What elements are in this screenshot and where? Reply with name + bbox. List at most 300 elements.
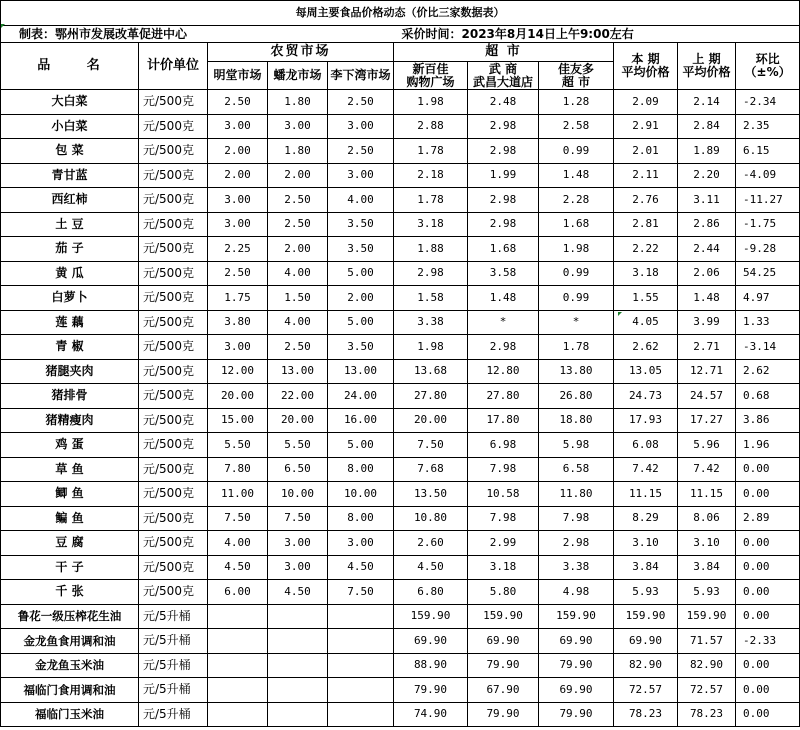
price-prev: 7.42 (678, 457, 736, 482)
item-name: 猪腿夹肉 (1, 359, 139, 384)
table-row (1, 457, 800, 482)
price-s2: 2.99 (468, 531, 539, 556)
price-s1: 3.18 (394, 212, 468, 237)
table-row (1, 212, 800, 237)
price-cur: 2.62 (614, 335, 678, 360)
item-unit: 元/500克 (139, 163, 208, 188)
table-row (1, 408, 800, 433)
price-cur: 82.90 (614, 653, 678, 678)
cell-comment-marker-2 (618, 312, 622, 316)
item-name: 西红柿 (1, 188, 139, 213)
price-change: -2.34 (736, 90, 800, 115)
price-cur: 11.15 (614, 482, 678, 507)
price-m3: 3.00 (328, 163, 394, 188)
price-s3: 0.99 (539, 261, 614, 286)
price-s2: 1.48 (468, 286, 539, 311)
price-m2: 13.00 (268, 359, 328, 384)
price-m3: 3.00 (328, 114, 394, 139)
price-s2: 2.98 (468, 114, 539, 139)
price-m2-empty (268, 678, 328, 703)
price-change: 0.00 (736, 482, 800, 507)
price-m2: 3.00 (268, 555, 328, 580)
price-prev: 72.57 (678, 678, 736, 703)
price-prev: 11.15 (678, 482, 736, 507)
price-m1: 3.00 (208, 212, 268, 237)
price-s1: 13.68 (394, 359, 468, 384)
price-cur: 2.81 (614, 212, 678, 237)
price-cur: 2.01 (614, 139, 678, 164)
price-m2: 1.50 (268, 286, 328, 311)
price-m1: 2.50 (208, 261, 268, 286)
table-row (1, 139, 800, 164)
item-name: 茄 子 (1, 237, 139, 262)
price-change: 0.00 (736, 531, 800, 556)
price-s1: 2.60 (394, 531, 468, 556)
price-m3: 2.50 (328, 139, 394, 164)
price-m2: 1.80 (268, 139, 328, 164)
price-change: 0.00 (736, 678, 800, 703)
price-s3: 13.80 (539, 359, 614, 384)
price-s2: 5.80 (468, 580, 539, 605)
price-m1: 1.75 (208, 286, 268, 311)
item-name: 青甘蓝 (1, 163, 139, 188)
item-unit: 元/5升桶 (139, 653, 208, 678)
price-m3: 5.00 (328, 310, 394, 335)
price-cur: 72.57 (614, 678, 678, 703)
item-unit: 元/500克 (139, 457, 208, 482)
item-name: 草 鱼 (1, 457, 139, 482)
price-s3: 1.28 (539, 90, 614, 115)
price-s2: 79.90 (468, 702, 539, 727)
price-m2: 5.50 (268, 433, 328, 458)
table-row (1, 286, 800, 311)
price-change: 0.00 (736, 457, 800, 482)
price-m1: 4.50 (208, 555, 268, 580)
price-cur: 69.90 (614, 629, 678, 654)
price-s1: 13.50 (394, 482, 468, 507)
price-s1: 2.88 (394, 114, 468, 139)
price-m1: 2.00 (208, 139, 268, 164)
price-s1: 159.90 (394, 604, 468, 629)
price-change: 0.00 (736, 653, 800, 678)
price-cur: 2.11 (614, 163, 678, 188)
header-store-1-line1: 新百佳 (412, 61, 449, 76)
price-cur: 2.22 (614, 237, 678, 262)
price-s1: 69.90 (394, 629, 468, 654)
price-s3: 159.90 (539, 604, 614, 629)
item-name: 包 菜 (1, 139, 139, 164)
price-s1: 4.50 (394, 555, 468, 580)
price-m1-empty (208, 629, 268, 654)
price-s2: 2.98 (468, 335, 539, 360)
price-change: 0.00 (736, 604, 800, 629)
item-unit: 元/5升桶 (139, 604, 208, 629)
table-row (1, 384, 800, 409)
price-s3: * (539, 310, 614, 335)
price-s3: 79.90 (539, 702, 614, 727)
price-m1-empty (208, 653, 268, 678)
price-m3: 16.00 (328, 408, 394, 433)
price-s2: 1.99 (468, 163, 539, 188)
item-name: 豆 腐 (1, 531, 139, 556)
price-m1: 12.00 (208, 359, 268, 384)
price-m3: 5.00 (328, 261, 394, 286)
table-row (1, 163, 800, 188)
header-previous-avg-line2: 平均价格 (682, 65, 731, 79)
price-s3: 1.78 (539, 335, 614, 360)
price-s3: 18.80 (539, 408, 614, 433)
item-unit: 元/500克 (139, 384, 208, 409)
header-row-1 (1, 43, 800, 62)
table-title: 每周主要食品价格动态（价比三家数据表） (1, 1, 800, 26)
price-s1: 27.80 (394, 384, 468, 409)
item-name: 金龙鱼玉米油 (1, 653, 139, 678)
price-s2: 12.80 (468, 359, 539, 384)
price-s2: 79.90 (468, 653, 539, 678)
price-s2: 69.90 (468, 629, 539, 654)
price-cur: 3.18 (614, 261, 678, 286)
price-s1: 7.68 (394, 457, 468, 482)
price-m1: 3.00 (208, 114, 268, 139)
price-prev: 2.71 (678, 335, 736, 360)
header-store-3-line1: 佳友多 (557, 61, 594, 76)
price-change: -9.28 (736, 237, 800, 262)
price-cur: 2.91 (614, 114, 678, 139)
table-row (1, 188, 800, 213)
header-change-line1: 环比 (755, 52, 780, 66)
price-change: -1.75 (736, 212, 800, 237)
item-name: 莲 藕 (1, 310, 139, 335)
price-prev: 78.23 (678, 702, 736, 727)
price-change: -4.09 (736, 163, 800, 188)
table-row (1, 506, 800, 531)
price-m3-empty (328, 702, 394, 727)
item-name: 鸡 蛋 (1, 433, 139, 458)
price-m3-empty (328, 629, 394, 654)
price-s1: 10.80 (394, 506, 468, 531)
table-row-oil (1, 702, 800, 727)
item-unit: 元/500克 (139, 114, 208, 139)
price-m2: 2.00 (268, 163, 328, 188)
price-change: 0.68 (736, 384, 800, 409)
price-prev: 3.84 (678, 555, 736, 580)
price-m1: 2.25 (208, 237, 268, 262)
price-cur: 4.05 (614, 310, 678, 335)
price-m3: 5.00 (328, 433, 394, 458)
table-row (1, 555, 800, 580)
header-current-avg-line2: 平均价格 (621, 65, 670, 79)
price-s1: 2.98 (394, 261, 468, 286)
price-m1-empty (208, 604, 268, 629)
price-s3: 1.68 (539, 212, 614, 237)
header-store-2-line1: 武 商 (488, 61, 518, 76)
price-s1: 1.88 (394, 237, 468, 262)
item-name: 金龙鱼食用调和油 (1, 629, 139, 654)
price-s3: 3.38 (539, 555, 614, 580)
header-item: 品 名 (1, 43, 139, 90)
header-store-1-line2: 购物广场 (406, 74, 455, 89)
price-m2: 2.50 (268, 188, 328, 213)
price-s2: 2.98 (468, 212, 539, 237)
price-prev: 12.71 (678, 359, 736, 384)
price-s3: 1.48 (539, 163, 614, 188)
price-s3: 2.58 (539, 114, 614, 139)
item-unit: 元/500克 (139, 286, 208, 311)
price-s3: 69.90 (539, 629, 614, 654)
price-s2: 2.98 (468, 188, 539, 213)
price-s2: 7.98 (468, 506, 539, 531)
price-m3-empty (328, 653, 394, 678)
price-m3: 3.50 (328, 335, 394, 360)
header-store-3 (539, 62, 614, 90)
table-row-oil (1, 653, 800, 678)
table-row-oil (1, 629, 800, 654)
price-m1: 7.50 (208, 506, 268, 531)
price-s3: 1.98 (539, 237, 614, 262)
price-prev: 71.57 (678, 629, 736, 654)
price-cur: 7.42 (614, 457, 678, 482)
header-current-avg-line1: 本 期 (631, 52, 660, 66)
item-name: 土 豆 (1, 212, 139, 237)
price-s1: 1.58 (394, 286, 468, 311)
price-cur: 1.55 (614, 286, 678, 311)
price-s1: 7.50 (394, 433, 468, 458)
item-name: 福临门食用调和油 (1, 678, 139, 703)
table-row (1, 335, 800, 360)
price-m2: 4.00 (268, 310, 328, 335)
price-change: 1.96 (736, 433, 800, 458)
price-prev: 1.48 (678, 286, 736, 311)
price-prev: 2.20 (678, 163, 736, 188)
price-prev: 3.11 (678, 188, 736, 213)
table-row (1, 237, 800, 262)
price-s1: 1.98 (394, 335, 468, 360)
price-m3: 3.50 (328, 237, 394, 262)
price-m3: 2.50 (328, 90, 394, 115)
price-cur: 159.90 (614, 604, 678, 629)
item-name: 鳊 鱼 (1, 506, 139, 531)
header-change (736, 43, 800, 90)
price-m2-empty (268, 702, 328, 727)
price-change: 3.86 (736, 408, 800, 433)
price-s2: 67.90 (468, 678, 539, 703)
price-s3: 2.28 (539, 188, 614, 213)
price-prev: 1.89 (678, 139, 736, 164)
price-m1: 2.50 (208, 90, 268, 115)
price-m3: 3.50 (328, 212, 394, 237)
meta-row (1, 26, 800, 43)
price-m3: 8.00 (328, 506, 394, 531)
price-prev: 5.93 (678, 580, 736, 605)
header-change-line2: （±%） (744, 65, 791, 79)
price-cur: 2.09 (614, 90, 678, 115)
item-unit: 元/500克 (139, 310, 208, 335)
price-m1: 3.00 (208, 335, 268, 360)
price-m2: 6.50 (268, 457, 328, 482)
price-prev: 82.90 (678, 653, 736, 678)
item-name: 千 张 (1, 580, 139, 605)
price-m2: 3.00 (268, 114, 328, 139)
item-unit: 元/5升桶 (139, 678, 208, 703)
price-m2: 2.00 (268, 237, 328, 262)
price-cur: 3.84 (614, 555, 678, 580)
price-prev: 24.57 (678, 384, 736, 409)
header-market-2: 蟠龙市场 (268, 62, 328, 90)
price-s2: * (468, 310, 539, 335)
price-m1: 3.80 (208, 310, 268, 335)
price-prev: 159.90 (678, 604, 736, 629)
price-m2-empty (268, 653, 328, 678)
item-unit: 元/500克 (139, 139, 208, 164)
item-unit: 元/500克 (139, 555, 208, 580)
price-s3: 5.98 (539, 433, 614, 458)
price-s1: 88.90 (394, 653, 468, 678)
price-cur: 24.73 (614, 384, 678, 409)
price-s1: 79.90 (394, 678, 468, 703)
item-name: 大白菜 (1, 90, 139, 115)
price-change: 2.89 (736, 506, 800, 531)
price-s1: 2.18 (394, 163, 468, 188)
price-change: 6.15 (736, 139, 800, 164)
price-m1: 20.00 (208, 384, 268, 409)
item-name: 猪排骨 (1, 384, 139, 409)
price-s3: 26.80 (539, 384, 614, 409)
header-market-3: 李下湾市场 (328, 62, 394, 90)
item-unit: 元/500克 (139, 506, 208, 531)
price-m2-empty (268, 629, 328, 654)
price-s2: 17.80 (468, 408, 539, 433)
price-m3-empty (328, 604, 394, 629)
price-m2: 22.00 (268, 384, 328, 409)
price-s2: 2.98 (468, 139, 539, 164)
table-row (1, 114, 800, 139)
table-row-oil (1, 678, 800, 703)
price-prev: 2.14 (678, 90, 736, 115)
price-m2: 10.00 (268, 482, 328, 507)
price-m2: 3.00 (268, 531, 328, 556)
price-m1: 7.80 (208, 457, 268, 482)
item-name: 猪精瘦肉 (1, 408, 139, 433)
price-m3: 24.00 (328, 384, 394, 409)
header-store-3-line2: 超 市 (561, 74, 591, 89)
table-row (1, 482, 800, 507)
sampling-time: 采价时间：2023年8月14日上午9:00左右 (394, 26, 800, 43)
item-unit: 元/500克 (139, 408, 208, 433)
price-m3: 4.50 (328, 555, 394, 580)
header-store-2-line2: 武昌大道店 (472, 74, 533, 89)
price-change: -3.14 (736, 335, 800, 360)
item-unit: 元/500克 (139, 482, 208, 507)
price-cur: 3.10 (614, 531, 678, 556)
price-change: 2.35 (736, 114, 800, 139)
price-s3: 69.90 (539, 678, 614, 703)
price-s3: 0.99 (539, 286, 614, 311)
price-change: 0.00 (736, 580, 800, 605)
item-name: 干 子 (1, 555, 139, 580)
title-row (1, 1, 800, 26)
price-s1: 6.80 (394, 580, 468, 605)
price-s1: 3.38 (394, 310, 468, 335)
header-supermarket: 超 市 (394, 43, 614, 62)
table-row (1, 433, 800, 458)
item-unit: 元/500克 (139, 433, 208, 458)
table-row (1, 580, 800, 605)
price-prev: 8.06 (678, 506, 736, 531)
price-m1: 5.50 (208, 433, 268, 458)
price-m2: 4.50 (268, 580, 328, 605)
price-prev: 2.06 (678, 261, 736, 286)
price-s3: 0.99 (539, 139, 614, 164)
price-m1-empty (208, 702, 268, 727)
price-m2: 1.80 (268, 90, 328, 115)
item-name: 福临门玉米油 (1, 702, 139, 727)
price-m2: 20.00 (268, 408, 328, 433)
price-cur: 6.08 (614, 433, 678, 458)
price-s1: 1.78 (394, 188, 468, 213)
price-change: 0.00 (736, 555, 800, 580)
price-cur: 17.93 (614, 408, 678, 433)
price-s2: 1.68 (468, 237, 539, 262)
price-s2: 10.58 (468, 482, 539, 507)
price-m2: 7.50 (268, 506, 328, 531)
price-s2: 2.48 (468, 90, 539, 115)
table-row (1, 310, 800, 335)
table-row (1, 261, 800, 286)
header-previous-avg-line1: 上 期 (692, 52, 721, 66)
price-s2: 3.58 (468, 261, 539, 286)
cell-comment-marker (1, 24, 5, 28)
price-s1: 1.78 (394, 139, 468, 164)
price-s2: 6.98 (468, 433, 539, 458)
price-s1: 74.90 (394, 702, 468, 727)
price-m1: 15.00 (208, 408, 268, 433)
table-row (1, 90, 800, 115)
compiler-label: 制表：鄂州市发展改革促进中心 (1, 26, 394, 43)
price-s3: 79.90 (539, 653, 614, 678)
price-s3: 7.98 (539, 506, 614, 531)
price-m3: 13.00 (328, 359, 394, 384)
table-row-oil (1, 604, 800, 629)
price-s2: 27.80 (468, 384, 539, 409)
price-change: -2.33 (736, 629, 800, 654)
price-s3: 4.98 (539, 580, 614, 605)
price-prev: 3.99 (678, 310, 736, 335)
item-name: 白萝卜 (1, 286, 139, 311)
price-m3: 7.50 (328, 580, 394, 605)
item-unit: 元/500克 (139, 237, 208, 262)
item-unit: 元/500克 (139, 531, 208, 556)
price-m1: 4.00 (208, 531, 268, 556)
price-m3: 3.00 (328, 531, 394, 556)
price-s3: 11.80 (539, 482, 614, 507)
price-change: 1.33 (736, 310, 800, 335)
header-farm-market: 农贸市场 (208, 43, 394, 62)
price-m2: 4.00 (268, 261, 328, 286)
item-name: 小白菜 (1, 114, 139, 139)
item-unit: 元/500克 (139, 335, 208, 360)
item-unit: 元/500克 (139, 90, 208, 115)
price-cur: 78.23 (614, 702, 678, 727)
item-unit: 元/500克 (139, 261, 208, 286)
price-cur: 5.93 (614, 580, 678, 605)
price-prev: 2.44 (678, 237, 736, 262)
header-store-2 (468, 62, 539, 90)
price-cur: 8.29 (614, 506, 678, 531)
price-m2: 2.50 (268, 212, 328, 237)
table-row (1, 531, 800, 556)
item-unit: 元/500克 (139, 359, 208, 384)
price-m3: 10.00 (328, 482, 394, 507)
